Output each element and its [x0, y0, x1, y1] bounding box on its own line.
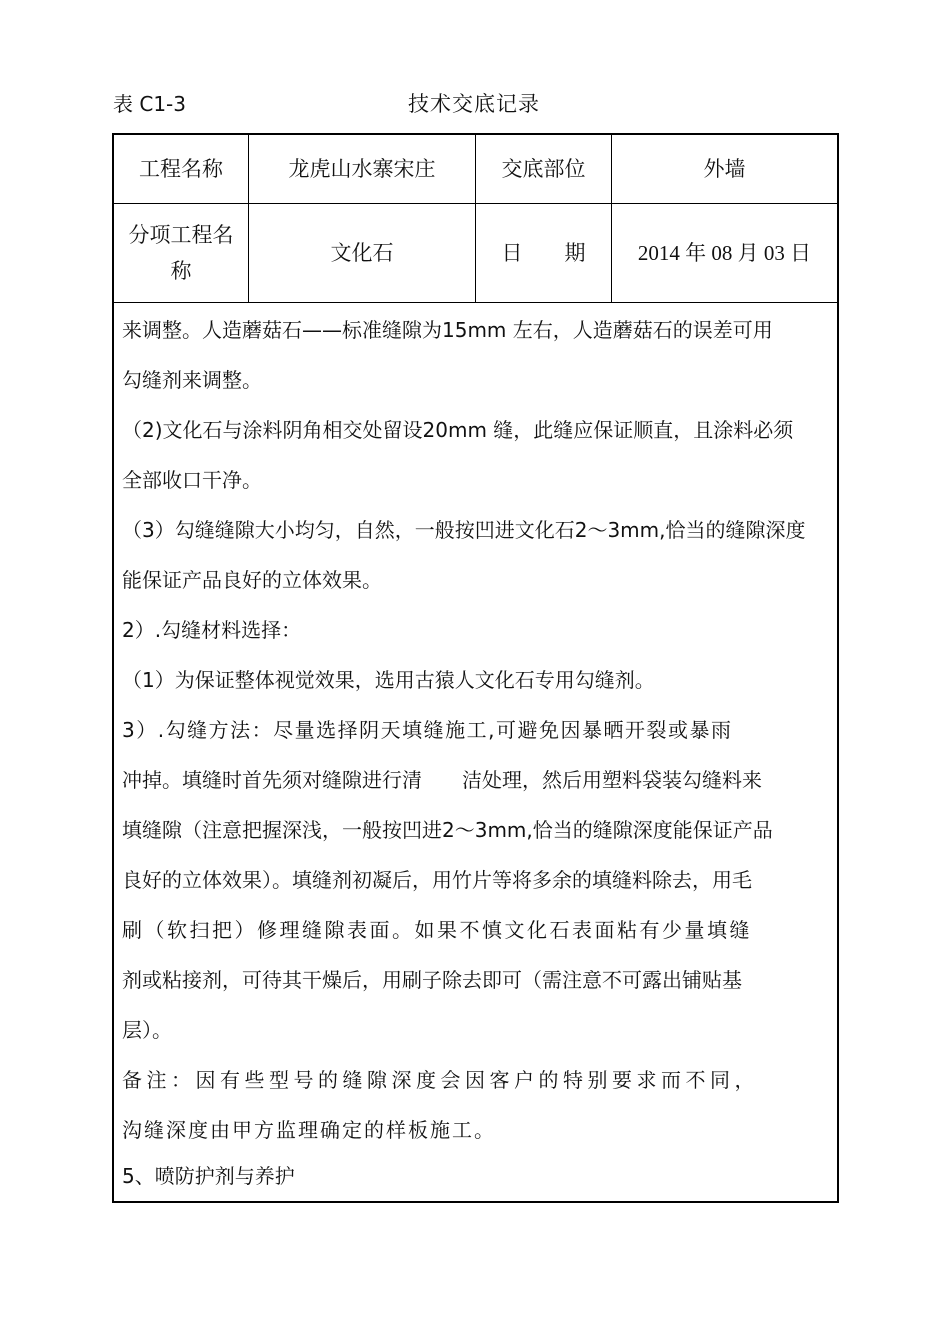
location-value: 外墙	[703, 156, 746, 181]
sub-project-label	[114, 204, 248, 302]
content-line: 剂或粘接剂，可待其干燥后，用刷子除去即可（需注意不可露出铺贴基	[122, 968, 742, 992]
content-line: （1）为保证整体视觉效果，选用古猿人文化石专用勾缝剂。	[122, 668, 655, 692]
sub-project-label-line1: 分项工程名	[128, 223, 234, 247]
content-line: 备注：因有些型号的缝隙深度会因客户的特别要求而不同，	[122, 1068, 759, 1092]
content-line: 填缝隙（注意把握深浅，一般按凹进2～3mm,恰当的缝隙深度能保证产品	[122, 818, 773, 842]
content-line: 2）.勾缝材料选择：	[122, 618, 302, 642]
content-line: 全部收口干净。	[122, 468, 262, 492]
content-line: 来调整。人造蘑菇石——标准缝隙为15mm 左右，人造蘑菇石的误差可用	[122, 318, 773, 342]
content-line: 刷（软扫把）修理缝隙表面。如果不慎文化石表面粘有少量填缝	[122, 918, 752, 942]
content-line: 能保证产品良好的立体效果。	[122, 568, 382, 592]
date-label: 日 期	[501, 241, 586, 265]
document-title: 技术交底记录	[408, 92, 540, 116]
content-line: 5、喷防护剂与养护	[122, 1164, 295, 1188]
content-line: 层）。	[122, 1018, 172, 1042]
content-line: 3）.勾缝方法：尽量选择阴天填缝施工,可避免因暴晒开裂或暴雨	[122, 718, 733, 742]
project-name-value: 龙虎山水寨宋庄	[288, 156, 436, 181]
content-line: 沟缝深度由甲方监理确定的样板施工。	[122, 1118, 496, 1142]
form-code: 表 C1-3	[113, 92, 186, 116]
sub-project-value: 文化石	[330, 241, 394, 265]
date-value: 2014 年 08 月 03 日	[637, 241, 812, 265]
content-line: （3）勾缝缝隙大小均匀，自然，一般按凹进文化石2～3mm,恰当的缝隙深度	[122, 518, 806, 542]
sub-project-label-line2: 称	[170, 259, 192, 283]
location-label: 交底部位	[501, 156, 586, 181]
content-line: 勾缝剂来调整。	[122, 368, 262, 392]
content-line: （2)文化石与涂料阴角相交处留设20mm 缝，此缝应保证顺直，且涂料必须	[122, 418, 794, 442]
project-name-label: 工程名称	[139, 156, 223, 181]
content-line: 冲掉。填缝时首先须对缝隙进行清 洁处理，然后用塑料袋装勾缝料来	[122, 768, 762, 792]
content-line: 良好的立体效果）。填缝剂初凝后，用竹片等将多余的填缝料除去，用毛	[122, 868, 752, 892]
